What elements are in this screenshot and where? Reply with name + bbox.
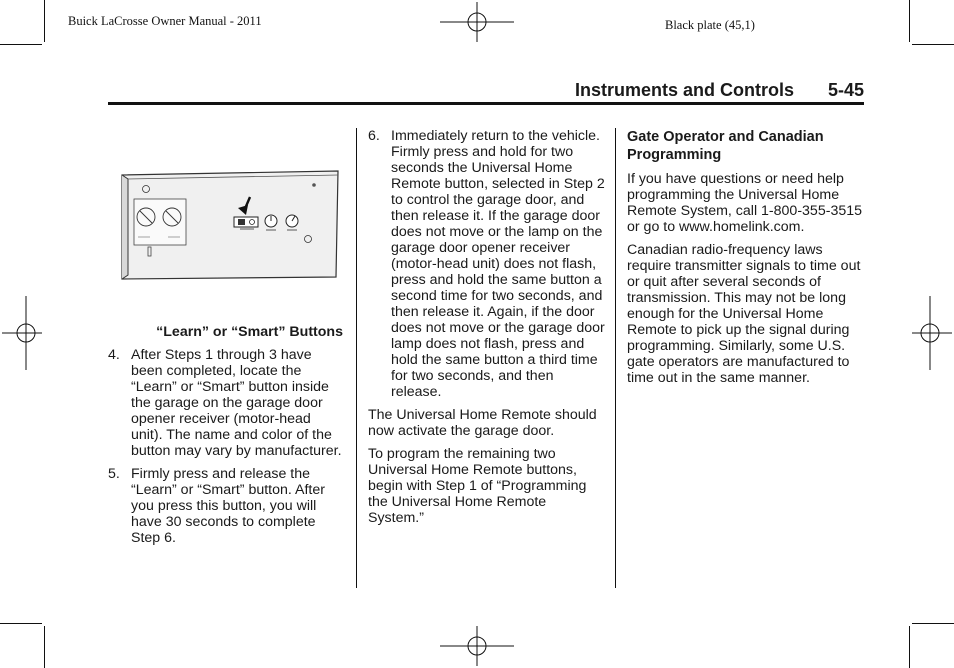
step-number: 6. (368, 128, 380, 144)
section-header (108, 80, 864, 105)
registration-mark-top (440, 2, 514, 42)
subsection-heading: Gate Operator and Canadian Programming (627, 129, 824, 163)
column-divider (356, 128, 357, 588)
list-item (368, 128, 606, 400)
crop-mark (912, 623, 954, 624)
learn-button-icon (234, 217, 258, 229)
figure-caption: “Learn” or “Smart” Buttons (156, 324, 343, 340)
page-number: 5-45 (827, 80, 864, 100)
garage-opener-illustration (116, 165, 340, 285)
crop-mark (44, 626, 45, 668)
column-right (627, 128, 863, 393)
paragraph: If you have questions or need help programming the Universal Home Remote System, call 1-800-355-3515 or go to www.homelink.com. (627, 171, 863, 235)
step-number: 4. (108, 347, 120, 363)
paragraph: To program the remaining two Universal Home Remote buttons, begin with Step 1 of “Programming the Universal Home Remote System.” (368, 446, 587, 526)
section-title: Instruments and Controls (574, 80, 794, 100)
step-number: 5. (108, 466, 120, 482)
registration-mark-right (912, 296, 952, 370)
list-item (108, 347, 343, 459)
step-text: Firmly press and release the “Learn” or “Smart” button. After you press this button, you will have 30 seconds to complete Step 6. (131, 466, 325, 546)
crop-mark (909, 0, 910, 42)
list-item (108, 466, 343, 546)
step-text: After Steps 1 through 3 have been completed, locate the “Learn” or “Smart” button inside the garage on the garage door opener receiver (motor-head unit). The name and color of the button may vary by manufacturer. (131, 347, 342, 459)
crop-mark (912, 44, 954, 45)
column-left (108, 324, 343, 553)
crop-mark (0, 623, 42, 624)
crop-mark (44, 0, 45, 42)
print-meta-right: Black plate (45,1) (665, 18, 755, 32)
registration-mark-bottom (440, 626, 514, 666)
column-divider (615, 128, 616, 588)
print-meta-left: Buick LaCrosse Owner Manual - 2011 (68, 14, 262, 28)
column-middle (368, 128, 606, 533)
paragraph: Canadian radio-frequency laws require transmitter signals to time out or quit after several seconds of transmission. This may not be long enough for the Universal Home Remote to pick up the signal during programming. Similarly, some U.S. gate operators are manufactured to time out in the same manner. (627, 242, 861, 386)
crop-mark (0, 44, 42, 45)
paragraph: The Universal Home Remote should now activate the garage door. (368, 407, 597, 439)
step-text: Immediately return to the vehicle. Firmly press and hold for two seconds the Universal Home Remote button, selected in Step 2 to control the garage door, and then release it. If the garage door does not move or the lamp on the garage door opener receiver (motor-head unit) does not flash, press and hold the same button a second time for two seconds, and then release it. Again, if the door does not move or the garage door lamp does not flash, press and hold the same button a third time for two seconds, and then release. (391, 128, 605, 400)
registration-mark-left (2, 296, 42, 370)
crop-mark (909, 626, 910, 668)
